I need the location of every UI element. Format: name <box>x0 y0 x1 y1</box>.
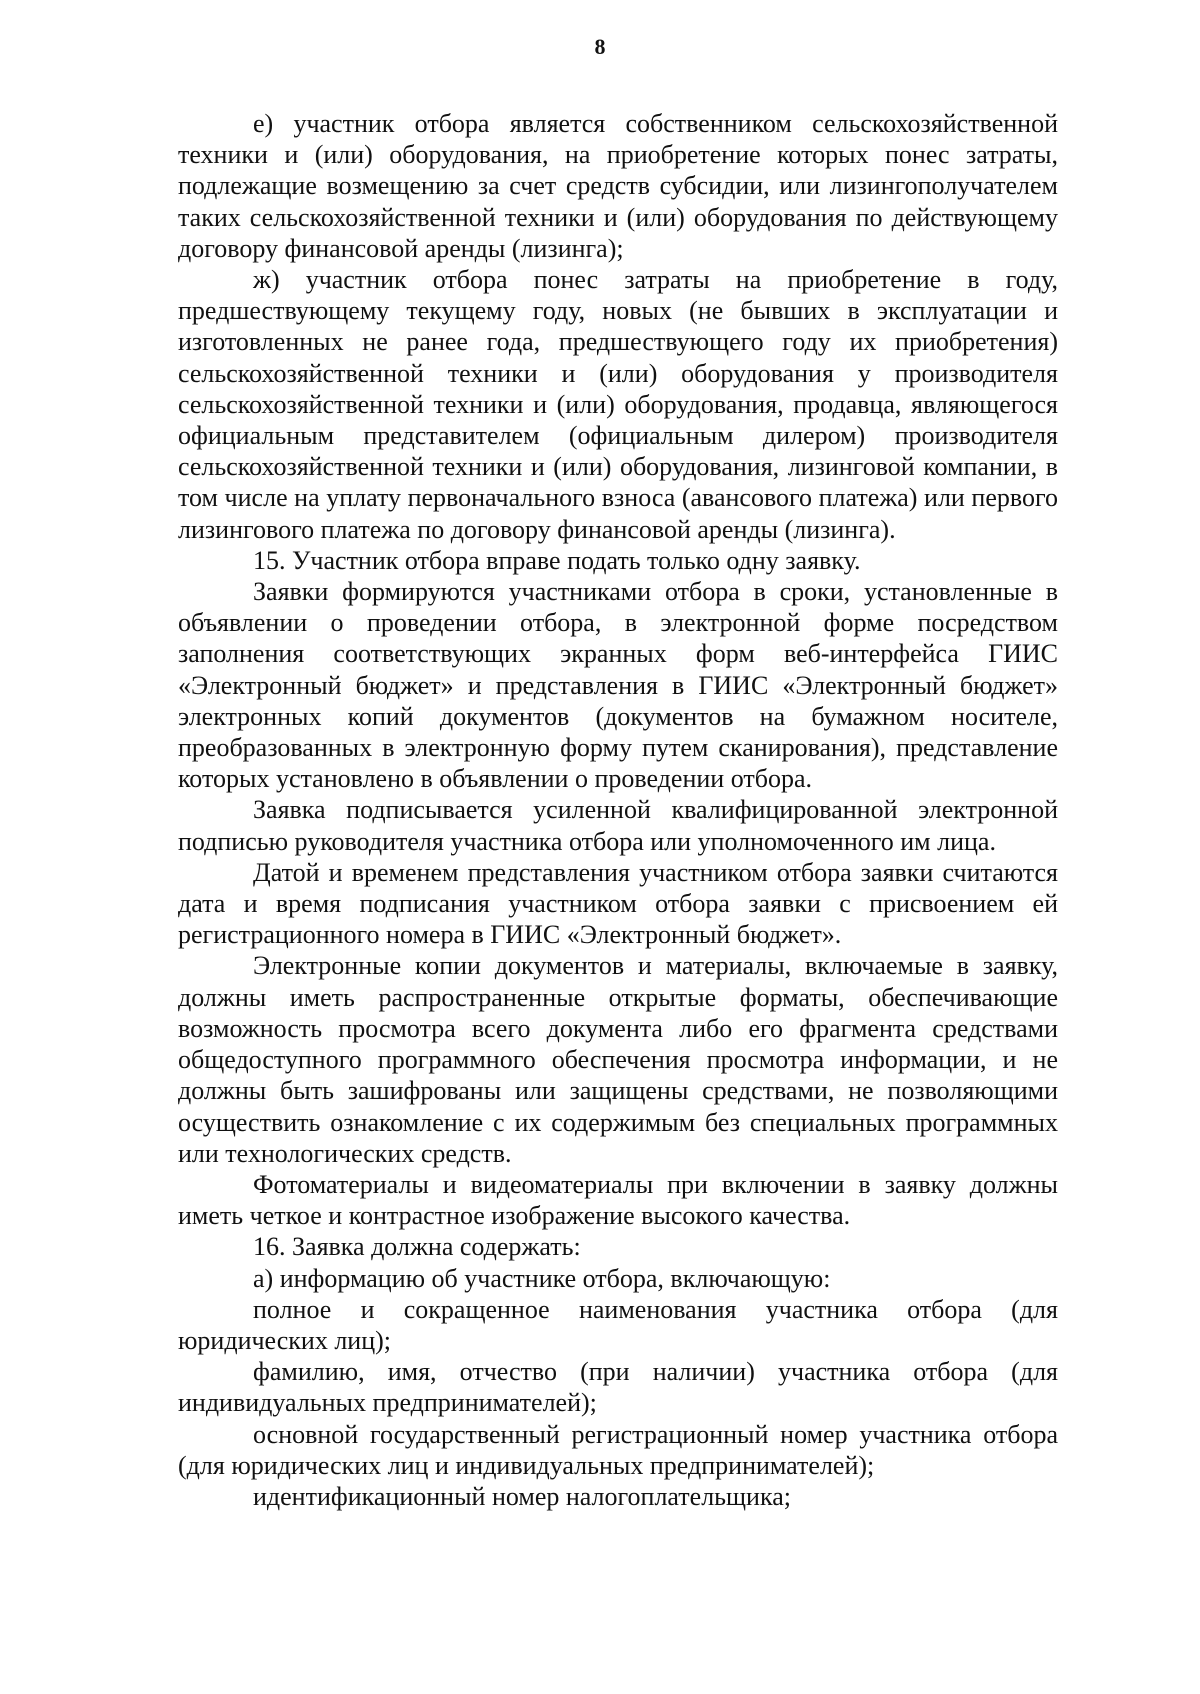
paragraph-photo-video: Фотоматериалы и видеоматериалы при включении в заявку должны иметь четкое и контрастное изображение высокого качества. <box>178 1169 1058 1231</box>
paragraph-applications-formed: Заявки формируются участниками отбора в сроки, установленные в объявлении о проведении отбора, в электронной форме посредством заполнения соответствующих экранных форм веб-интерфейса ГИИС «Электронный бюджет» и представления в ГИИС «Электронный бюджет» электронных копий документов (документов на бумажном носителе, преобразованных в электронную форму путем сканирования), представление которых установлено в объявлении о проведении отбора. <box>178 577 1058 794</box>
document-body <box>178 108 1058 1512</box>
page-number: 8 <box>594 34 606 59</box>
paragraph-electronic-copies: Электронные копии документов и материалы, включаемые в заявку, должны иметь распространенные открытые форматы, обеспечивающие возможность просмотра всего документа либо его фрагмента средствами общедоступного программного обеспечения просмотра информации, и не должны быть зашифрованы или защищены средствами, не позволяющими осуществить ознакомление с их содержимым без специальных программных или технологических средств. <box>178 951 1058 1168</box>
paragraph-fio: фамилию, имя, отчество (при наличии) участника отбора (для индивидуальных предпринимателей); <box>178 1357 1058 1418</box>
paragraph-date-time: Датой и временем представления участником отбора заявки считаются дата и время подписания участником отбора заявки с присвоением ей регистрационного номера в ГИИС «Электронный бюджет». <box>178 857 1058 950</box>
paragraph-ogrn: основной государственный регистрационный номер участника отбора (для юридических лиц и индивидуальных предпринимателей); <box>178 1419 1058 1480</box>
paragraph-16: 16. Заявка должна содержать: <box>253 1232 581 1262</box>
paragraph-full-name: полное и сокращенное наименования участника отбора (для юридических лиц); <box>178 1294 1058 1355</box>
paragraph-a: а) информацию об участнике отбора, включающую: <box>253 1263 831 1293</box>
paragraph-zh: ж) участник отбора понес затраты на приобретение в году, предшествующему текущему году, новых (не бывших в эксплуатации и изготовленных не ранее года, предшествующего году их приобретения) сельскохозяйственной техники и (или) оборудования у производителя сельскохозяйственной техники и (или) оборудования, продавца, являющегося официальным представителем (официальным дилером) производителя сельскохозяйственной техники и (или) оборудования, лизинговой компании, в том числе на уплату первоначального взноса (авансового платежа) или первого лизингового платежа по договору финансовой аренды (лизинга). <box>178 265 1058 544</box>
paragraph-e: е) участник отбора является собственником сельскохозяйственной техники и (или) оборудования, на приобретение которых понес затраты, подлежащие возмещению за счет средств субсидии, или лизингополучателем таких сельскохозяйственной техники и (или) оборудования по действующему договору финансовой аренды (лизинга); <box>178 109 1058 263</box>
paragraph-application-signed: Заявка подписывается усиленной квалифицированной электронной подписью руководителя участника отбора или уполномоченного им лица. <box>178 795 1058 856</box>
paragraph-inn: идентификационный номер налогоплательщика; <box>253 1481 791 1511</box>
paragraph-15: 15. Участник отбора вправе подать только одну заявку. <box>253 545 861 575</box>
